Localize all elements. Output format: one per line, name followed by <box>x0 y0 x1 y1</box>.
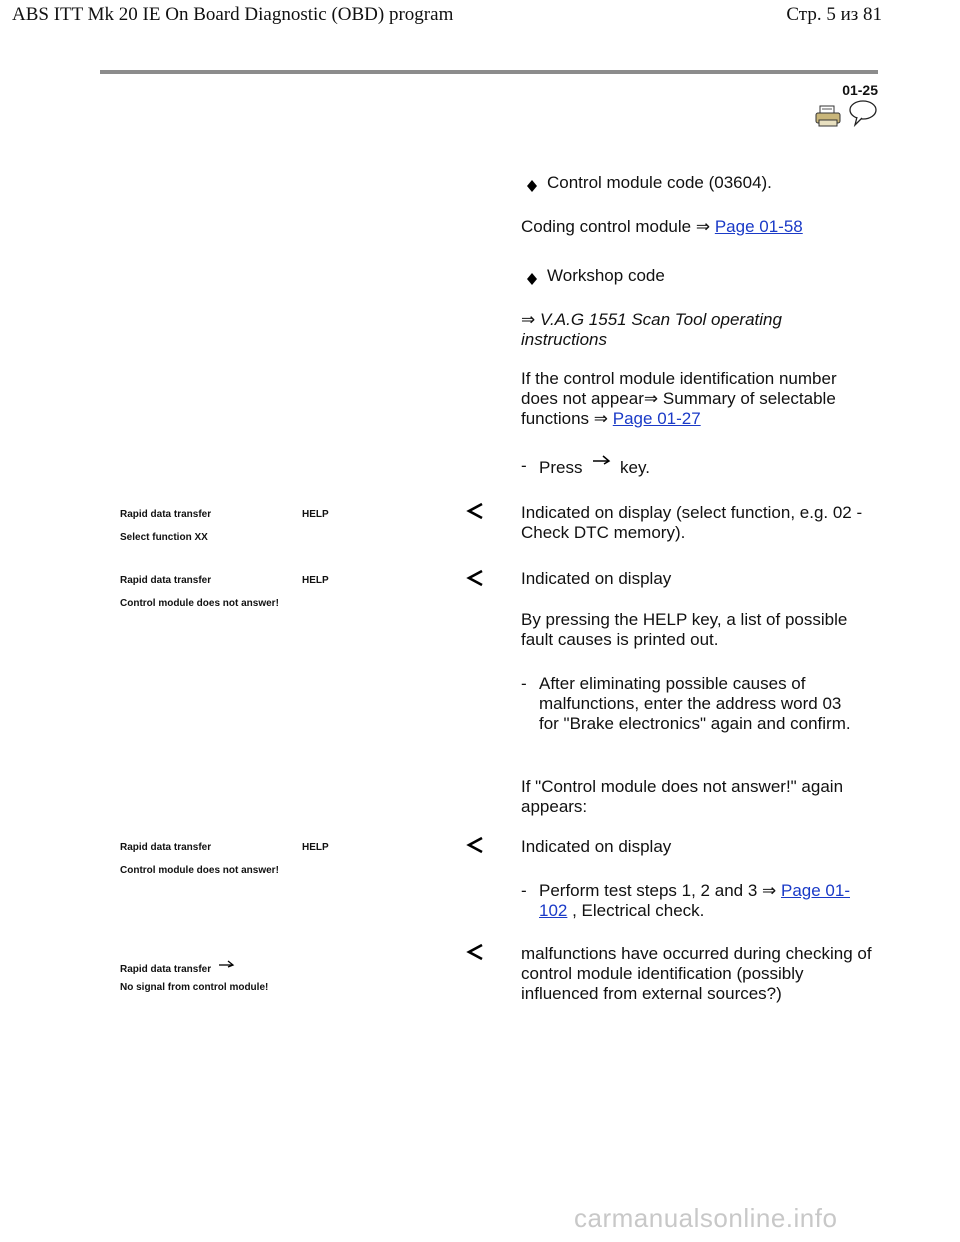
page-01-102-link[interactable]: Page 01-102 <box>539 881 850 920</box>
arrow-ref: ⇒ <box>695 217 711 236</box>
arrow-ref: ⇒ <box>593 409 609 428</box>
electrical-check-text: , Electrical check. <box>572 901 705 920</box>
display-2-help: HELP <box>302 575 329 586</box>
step-after-eliminating <box>521 674 859 734</box>
summary-text: Summary of selectable functions <box>521 389 836 428</box>
display-1-help: HELP <box>302 509 329 520</box>
header-rule <box>100 70 878 74</box>
if-again-paragraph: If "Control module does not answer!" again appears: <box>521 777 844 816</box>
watermark: carmanualsonline.info <box>574 1203 838 1233</box>
vag-reference-text: V.A.G 1551 Scan Tool operating instructions <box>521 310 782 349</box>
malfunctions-paragraph: malfunctions have occurred during checking of control module identification (possibly influenced from external sources?) <box>521 944 872 1003</box>
page-01-27-link[interactable]: Page 01-27 <box>612 409 701 428</box>
help-paragraph: By pressing the HELP key, a list of possible fault causes is printed out. <box>521 610 848 649</box>
display-indicator-icon <box>466 836 484 859</box>
display-4-text: Rapid data transfer <box>120 964 212 975</box>
display-1-line-1: Rapid data transfer <box>120 509 212 520</box>
bullet-text: Workshop code <box>547 266 665 285</box>
perform-text: Perform test steps 1, 2 and 3 <box>539 881 758 900</box>
indicated-display-2: Indicated on display <box>521 569 672 588</box>
press-text: Press <box>539 458 583 477</box>
indicated-display-1: Indicated on display (select function, e.g. 02 - Check DTC memory). <box>521 503 863 542</box>
indicated-display-3: Indicated on display <box>521 837 672 856</box>
diamond-bullet-icon <box>527 177 537 197</box>
page-number: 01-25 <box>842 82 878 98</box>
page-01-58-link[interactable]: Page 01-58 <box>714 217 803 236</box>
step-dash: - <box>521 881 527 900</box>
display-1-line-2: Select function XX <box>120 532 208 543</box>
display-3-line-1: Rapid data transfer <box>120 842 212 853</box>
bullet-item-workshop-code <box>521 266 871 286</box>
display-4-line-1 <box>120 958 236 975</box>
arrow-ref: ⇒ <box>643 389 659 408</box>
display-2-line-2: Control module does not answer! <box>120 598 279 609</box>
coding-line <box>521 217 871 237</box>
page-counter: Стр. 5 из 81 <box>786 4 882 25</box>
bullet-text: Control module code (03604). <box>547 173 772 192</box>
display-2-line-1: Rapid data transfer <box>120 575 212 586</box>
display-indicator-icon <box>466 943 484 966</box>
printer-icon[interactable] <box>815 105 841 132</box>
display-4-line-2: No signal from control module! <box>120 982 269 993</box>
step-after-text: After eliminating possible causes of malfunctions, enter the address word 03 for "Brake electronics" again and confirm. <box>539 674 851 733</box>
arrow-ref: ⇒ <box>521 310 536 329</box>
coding-text: Coding control module <box>521 217 692 236</box>
diamond-bullet-icon <box>527 270 537 290</box>
right-arrow-icon <box>592 452 612 472</box>
comment-bubble-icon[interactable] <box>848 99 878 132</box>
if-not-appear-paragraph <box>521 369 861 429</box>
key-text: key. <box>620 458 650 477</box>
display-3-line-2: Control module does not answer! <box>120 865 279 876</box>
display-indicator-icon <box>466 502 484 525</box>
document-title: ABS ITT Mk 20 IE On Board Diagnostic (OBD) program <box>12 4 454 25</box>
bullet-item-control-module-code <box>521 173 871 193</box>
right-arrow-icon <box>218 958 236 973</box>
step-dash: - <box>521 674 527 693</box>
step-perform-tests <box>521 881 859 921</box>
display-3-help: HELP <box>302 842 329 853</box>
arrow-ref: ⇒ <box>762 881 777 900</box>
step-dash: - <box>521 456 527 475</box>
vag-reference <box>521 310 821 350</box>
if-not-appear-text: If the control module identification number does not appear <box>521 369 837 408</box>
display-indicator-icon <box>466 569 484 592</box>
